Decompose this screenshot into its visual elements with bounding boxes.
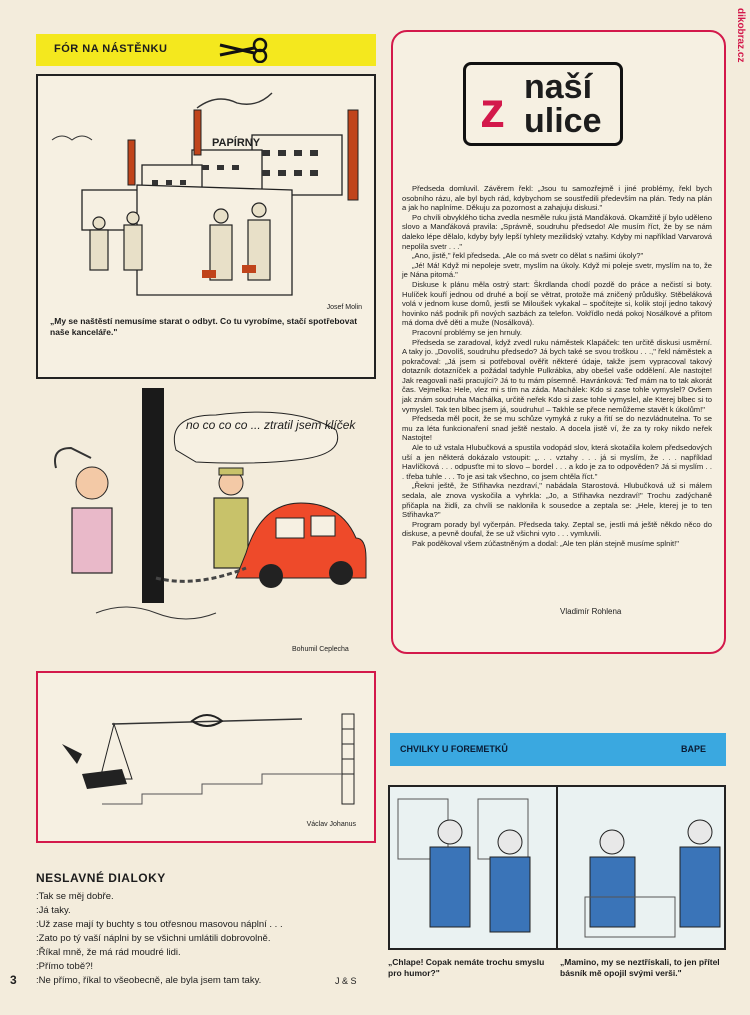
article-paragraph: Předseda měl pocit, že se mu schůze vymyká z ruky a řití se do nezvládnutelna. To se mu za léta funkcionaření snad ještě nestalo. A docela jistě ví, že za ty roky nikdo neřek Nastojte! xyxy=(402,414,712,443)
cartoon1-caption: „My se naštěstí nemusíme starat o odbyt. Co tu vyrobíme, stačí spotřebovat naše kanceláře." xyxy=(50,316,358,337)
article-paragraph: Po chvíli obvyklého ticha zvedla nesměle ruku jistá Manďáková. Okamžitě jí bylo uděleno slovo a Manďáková pravila: „Správně, soudruhu předsedo! Ale musím říct, že by se nám daleko lépe dělalo, kdyby byly lepší tyhlety mezilidský vztahy. Kdyby mi například Varvarová nepolila svetr . . ." xyxy=(402,212,712,251)
comic-illustration xyxy=(390,787,724,948)
section-title: FÓR NA NÁSTĚNKU xyxy=(54,43,168,55)
dialog-line: :Tak se měj dobře. xyxy=(36,891,114,902)
logo-z: z xyxy=(480,82,505,138)
comic-strip xyxy=(388,785,726,950)
factory-illustration xyxy=(42,80,370,300)
cartoon2-author: Bohumil Ceplecha xyxy=(292,646,349,653)
cartoon1-author: Josef Molin xyxy=(326,304,362,311)
cartoon-wire xyxy=(36,671,376,843)
article-paragraph: Diskuse k plánu měla ostrý start: Škrdlanda chodí pozdě do práce a nečistí si boty. Hulíček kouří jednou od druhé a bojí se větrat, protože má zničený průdušky. Stěbeláková volá v jednom kuse domů, jestli se Miloušek vykakal – spočítejte si, kolik stojí jedno takový hovinko náš podnik při nových sazbách za telefon. Vokřídlo nedá pokoj Nosálkové a přitom má doma dvě děti a muže (Nosálková). xyxy=(402,279,712,328)
article-paragraph: Ale to už vstala Hlubučková a spustila vodopád slov, která skotačila kolem předsedových uší a jen některá dokázalo vstoupit: „. . . vztahy . . . já si myslím, že . . . například Havlíčková . . . odpusťte mi to slovo – bordel . . . a kdo je za to odpověden? Já si myslím . . . třeba tuhle . . . To je asi tak všechno, co jsem chtěla říct." xyxy=(402,443,712,481)
article-text xyxy=(402,184,712,549)
article-paragraph: Program porady byl vyčerpán. Předseda taky. Zeptal se, jestli má ještě někdo něco do diskuse, a pevně doufal, že se už všichni vyto . . . vymluvili. xyxy=(402,519,712,539)
logo-nasi: naší xyxy=(524,68,593,106)
article-paragraph: Pracovní problémy se jen hrnuly. xyxy=(412,327,523,337)
cartoon3-author: Václav Johanus xyxy=(306,821,356,828)
logo-ulice: ulice xyxy=(524,102,602,140)
site-url[interactable]: dikobraz.cz xyxy=(735,8,746,63)
scissors-icon xyxy=(216,37,276,63)
article-paragraph: Pak poděkoval všem zúčastněným a dodal: „Ale ten plán stejně musíme splnit!" xyxy=(412,538,679,548)
dialog-line: :Říkal mně, že má rád moudré lidi. xyxy=(36,947,181,958)
cartoon-tree-key xyxy=(36,388,376,658)
dialogs-title: NESLAVNÉ DIALOKY xyxy=(36,871,166,885)
article-logo xyxy=(463,62,623,146)
article-paragraph: „Řekni ještě, že Střihavka nezdraví," nabádala Starostová. Hlubučková už si málem sedala, ale znova vyskočila a vyhrkla: „Jo, a Střihavka nezdraví!" Trochu zadýchaně přičapla na židli, za chvíli se naklonila k sousedce a zeptala se: „Hele, kterej je to ten Střihavka?" xyxy=(402,481,712,520)
dialogs-list xyxy=(36,890,283,988)
article-paragraph: Předseda domluvil. Závěrem řekl: „Jsou tu samozřejmě i jiné problémy, řekl bych osobního rázu, ale byl bych rád, kdybychom se soustředili především na plán. Tedy na plán a jak ho naplníme. Děkuju za pozornost a zahajuju diskusi." xyxy=(402,184,712,213)
section-title: CHVILKY U FOREMETKŮ xyxy=(400,744,508,754)
dialog-line: :Zato po tý vaší náplni by se všichni umlátili dobrovolně. xyxy=(36,933,271,944)
dialog-line: :Ne přímo, říkal to všeobecně, ale byla jsem tam taky. xyxy=(36,975,262,986)
factory-sign: PAPÍRNY xyxy=(212,137,261,149)
section-author: BAPE xyxy=(680,744,706,754)
wire-illustration xyxy=(42,679,372,809)
dialog-line: :Já taky. xyxy=(36,905,71,916)
article-paragraph: Předseda se zaradoval, když zvedl ruku náměstek Klapáček: ten určitě diskusi usměrní. A taky jo. „Dovolíš, soudruhu předsedo? Já bych také se svou troškou . . .," řekl náměstek a pokračoval: „Já jsem si potřeboval ověřit některé údaje, takže jsem vypracoval takový dotazník dotazníček a požádal tadyhle Pulkrábka, aby obešel vaše oddělení. Ale nastojte! Jak reagovali naši pracujíci? Já to tu mám písemně. Havránková: Teď mám na to tak akorát čas. Vejmelka: Hele, vlez mi s tím na záda. Machálek: Kdo si zase tohle vymyslel? Ovšem jak znám soudruha Machálka, určitě neřek Kdo si zase tohle vymyslel, ale Kterej blbec si to vymyslel. Tak ten blbec jsem já, soudruhu! – Takhle se přece nemůžeme stavět k úkolům!" xyxy=(402,337,712,414)
dialog-line: :Už zase mají ty buchty s tou otřesnou masovou náplní . . . xyxy=(36,919,283,930)
article-paragraph: „Jé! Má! Když mi nepoleje svetr, myslím na úkoly. Když mi poleje svetr, myslím na to, že je Nána pitomá." xyxy=(402,260,712,280)
footer-brand: J & S xyxy=(335,976,357,986)
section-header-chvilky xyxy=(390,733,726,766)
dialog-line: :Přímo tobě?! xyxy=(36,961,94,972)
speech-bubble-text: no co co co ... ztratil jsem klíček xyxy=(186,418,356,432)
page-number: 3 xyxy=(10,973,17,987)
article-signature: Vladimír Rohlena xyxy=(560,607,622,616)
comic-caption-2: „Mamino, my se neztřískali, to jen přítel básník mě opojil svými verši." xyxy=(560,957,720,978)
comic-caption-1: „Chlape! Copak nemáte trochu smyslu pro humor?" xyxy=(388,957,545,978)
section-header-for-na-nastenku xyxy=(36,34,376,66)
cartoon-factory xyxy=(36,74,376,379)
article-paragraph: „Ano, jistě," řekl předseda. „Ale co má svetr co dělat s našimi úkoly?" xyxy=(412,251,644,261)
